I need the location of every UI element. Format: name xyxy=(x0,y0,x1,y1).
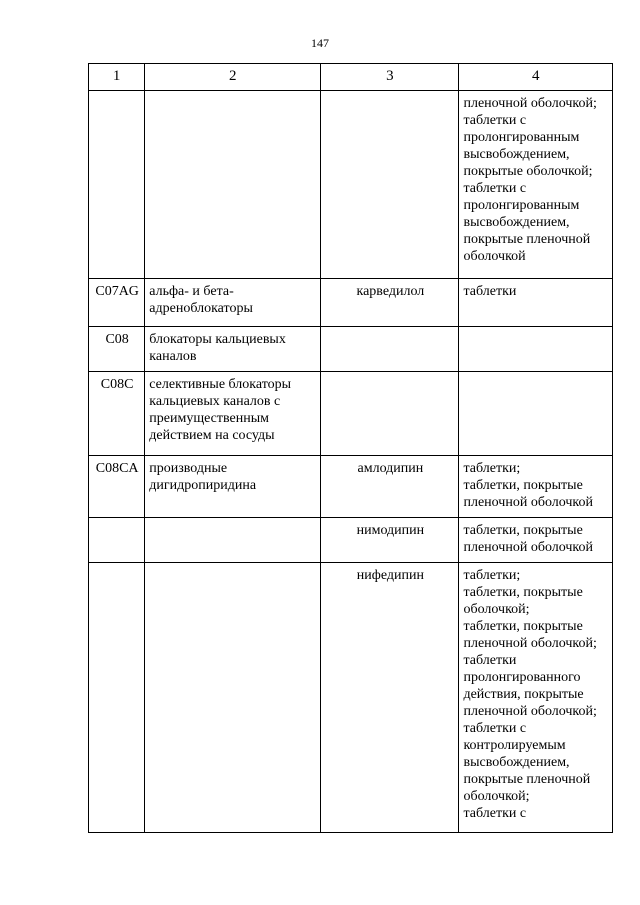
dosage-form-cell: пленочной оболочкой; таблетки с пролонгированным высвобождением, покрытые оболочкой; таблетки с пролонгированным высвобождением, покрытые пленочной оболочкой xyxy=(459,91,613,279)
column-header: 1 xyxy=(89,64,145,91)
drug-name-cell: нифедипин xyxy=(321,563,459,833)
table-row xyxy=(89,563,613,833)
group-name-cell xyxy=(145,91,321,279)
column-header: 2 xyxy=(145,64,321,91)
drug-name-cell xyxy=(321,327,459,372)
table-row xyxy=(89,327,613,372)
drug-name-cell: амлодипин xyxy=(321,456,459,518)
group-name-cell: альфа- и бета- адреноблокаторы xyxy=(145,279,321,327)
group-name-cell xyxy=(145,563,321,833)
atc-code-cell xyxy=(89,91,145,279)
medication-table xyxy=(88,63,613,833)
atc-code-cell xyxy=(89,563,145,833)
group-name-cell: блокаторы кальциевых каналов xyxy=(145,327,321,372)
drug-name-cell xyxy=(321,91,459,279)
table-row xyxy=(89,518,613,563)
atc-code-cell: C08CA xyxy=(89,456,145,518)
table-row xyxy=(89,91,613,279)
table-header-row xyxy=(89,64,613,91)
dosage-form-cell: таблетки; таблетки, покрытые пленочной оболочкой xyxy=(459,456,613,518)
group-name-cell: производные дигидропиридина xyxy=(145,456,321,518)
column-header: 4 xyxy=(459,64,613,91)
atc-code-cell: C08C xyxy=(89,372,145,456)
dosage-form-cell: таблетки xyxy=(459,279,613,327)
atc-code-cell: C07AG xyxy=(89,279,145,327)
column-header: 3 xyxy=(321,64,459,91)
table-row xyxy=(89,279,613,327)
atc-code-cell: C08 xyxy=(89,327,145,372)
group-name-cell: селективные блокаторы кальциевых каналов с преимущественным действием на сосуды xyxy=(145,372,321,456)
atc-code-cell xyxy=(89,518,145,563)
dosage-form-cell xyxy=(459,327,613,372)
table-row xyxy=(89,456,613,518)
dosage-form-cell: таблетки; таблетки, покрытые оболочкой; таблетки, покрытые пленочной оболочкой; таблетки пролонгированного действия, покрытые пленочной оболочкой; таблетки с контролируемым высвобождением, покрытые пленочной оболочкой; таблетки с xyxy=(459,563,613,833)
page-number: 147 xyxy=(311,36,329,50)
drug-name-cell: нимодипин xyxy=(321,518,459,563)
drug-name-cell xyxy=(321,372,459,456)
dosage-form-cell: таблетки, покрытые пленочной оболочкой xyxy=(459,518,613,563)
group-name-cell xyxy=(145,518,321,563)
table-row xyxy=(89,372,613,456)
dosage-form-cell xyxy=(459,372,613,456)
drug-name-cell: карведилол xyxy=(321,279,459,327)
